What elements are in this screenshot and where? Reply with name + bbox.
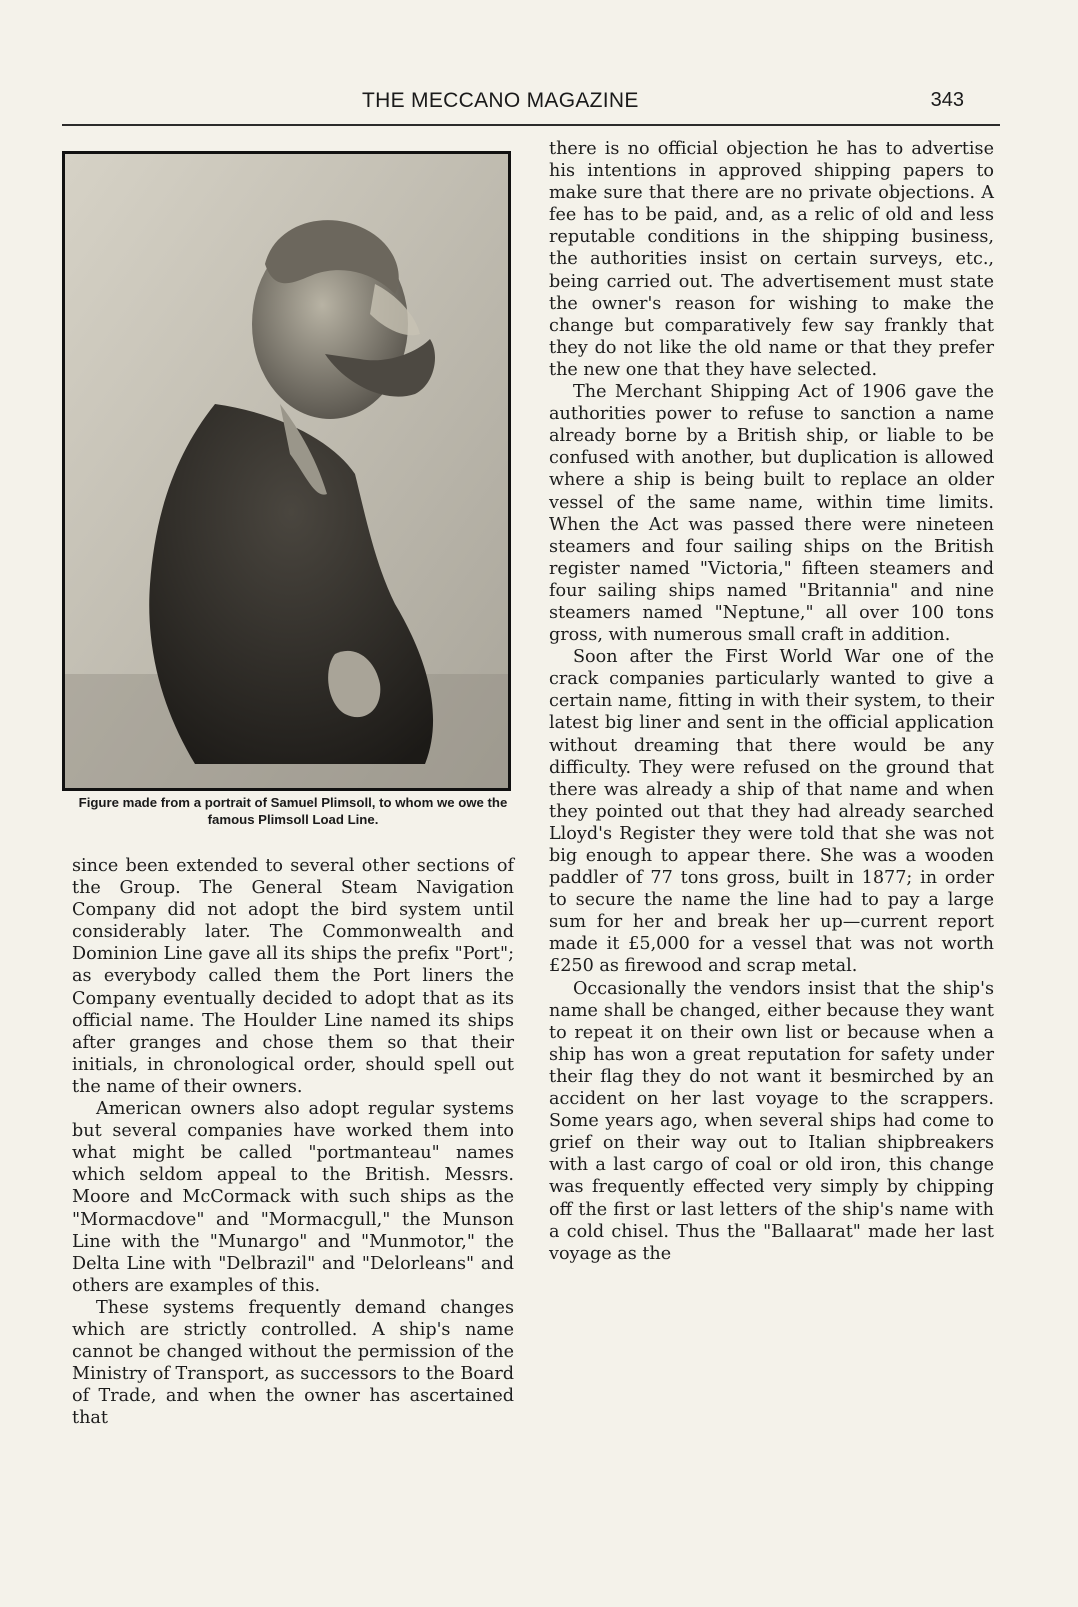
magazine-title: THE MECCANO MAGAZINE (362, 89, 639, 112)
left-text-column (72, 855, 514, 1429)
left-paragraph-3: These systems frequently demand changes which are strictly controlled. A ship's name cannot be changed without the permission of the Ministry of Transport, as successors to the Board of Trade, and when the owner has ascertained that (72, 1297, 514, 1429)
right-paragraph-4: Occasionally the vendors insist that the ship's name shall be changed, either because they want to repeat it on their own list or because when a ship has won a great reputation for safety under their flag they do not want it besmirched by an accident on her last voyage to the scrappers. Some years ago, when several ships had come to grief on their way out to Italian shipbreakers with a last cargo of coal or old iron, this change was frequently effected very simply by chipping off the first or last letters of the ship's name with a cold chisel. Thus the "Ballaarat" made her last voyage as the (549, 978, 994, 1264)
page-header (62, 86, 1000, 126)
left-paragraph-2: American owners also adopt regular systems but several companies have worked them into what might be called "portmanteau" names which seldom appeal to the British. Messrs. Moore and McCormack with such ships as the "Mormacdove" and "Mormacgull," the Munson Line with the "Munargo" and "Munmotor," the Delta Line with "Delbrazil" and "Delorleans" and others are examples of this. (72, 1099, 514, 1296)
figure-image (65, 154, 508, 788)
right-text-column (549, 138, 994, 1265)
right-paragraph-1: there is no official objection he has to advertise his intentions in approved shipping papers to make sure that there are no private objections. A fee has to be paid, and, as a relic of old and less reputable conditions in the shipping business, the authorities insist on certain surveys, etc., being carried out. The advertisement must state the owner's reason for wishing to make the change but comparatively few say frankly that they do not like the old name or that they prefer the new one that they have selected. (549, 139, 994, 380)
left-paragraph-1: since been extended to several other sections of the Group. The General Steam Navigation Company did not adopt the bird system until considerably later. The Commonwealth and Dominion Line gave all its ships the prefix "Port"; as everybody called them the Port liners the Company eventually decided to adopt that as its official name. The Houlder Line named its ships after granges and chose them so that their initials, in chronological order, should spell out the name of their owners. (72, 856, 514, 1097)
page-number: 343 (930, 89, 964, 111)
figure-caption: Figure made from a portrait of Samuel Plimsoll, to whom we owe the famous Plimsoll Load Line. (78, 795, 508, 827)
right-paragraph-2: The Merchant Shipping Act of 1906 gave the authorities power to refuse to sanction a name already borne by a British ship, or liable to be confused with another, but duplication is allowed where a ship is being built to replace an older vessel of the same name, within time limits. When the Act was passed there were nineteen steamers and four sailing ships on the British register named "Victoria," fifteen steamers and four sailing ships named "Britannia" and nine steamers named "Neptune," all over 100 tons gross, with numerous small craft in addition. (549, 382, 994, 646)
right-paragraph-3: Soon after the First World War one of the crack companies particularly wanted to give a certain name, fitting in with their system, to their latest big liner and sent in the official application without dreaming that there would be any difficulty. They were refused on the ground that there was already a ship of that name and when they pointed out that they had already searched Lloyd's Register they were told that she was not big enough to appear there. She was a wooden paddler of 77 tons gross, built in 1877; in order to secure the name the line had to pay a large sum for her and break her up—current report made it £5,000 for a vessel that was not worth £250 as firewood and scrap metal. (549, 647, 994, 977)
plimsoll-figure-photo (62, 151, 511, 791)
